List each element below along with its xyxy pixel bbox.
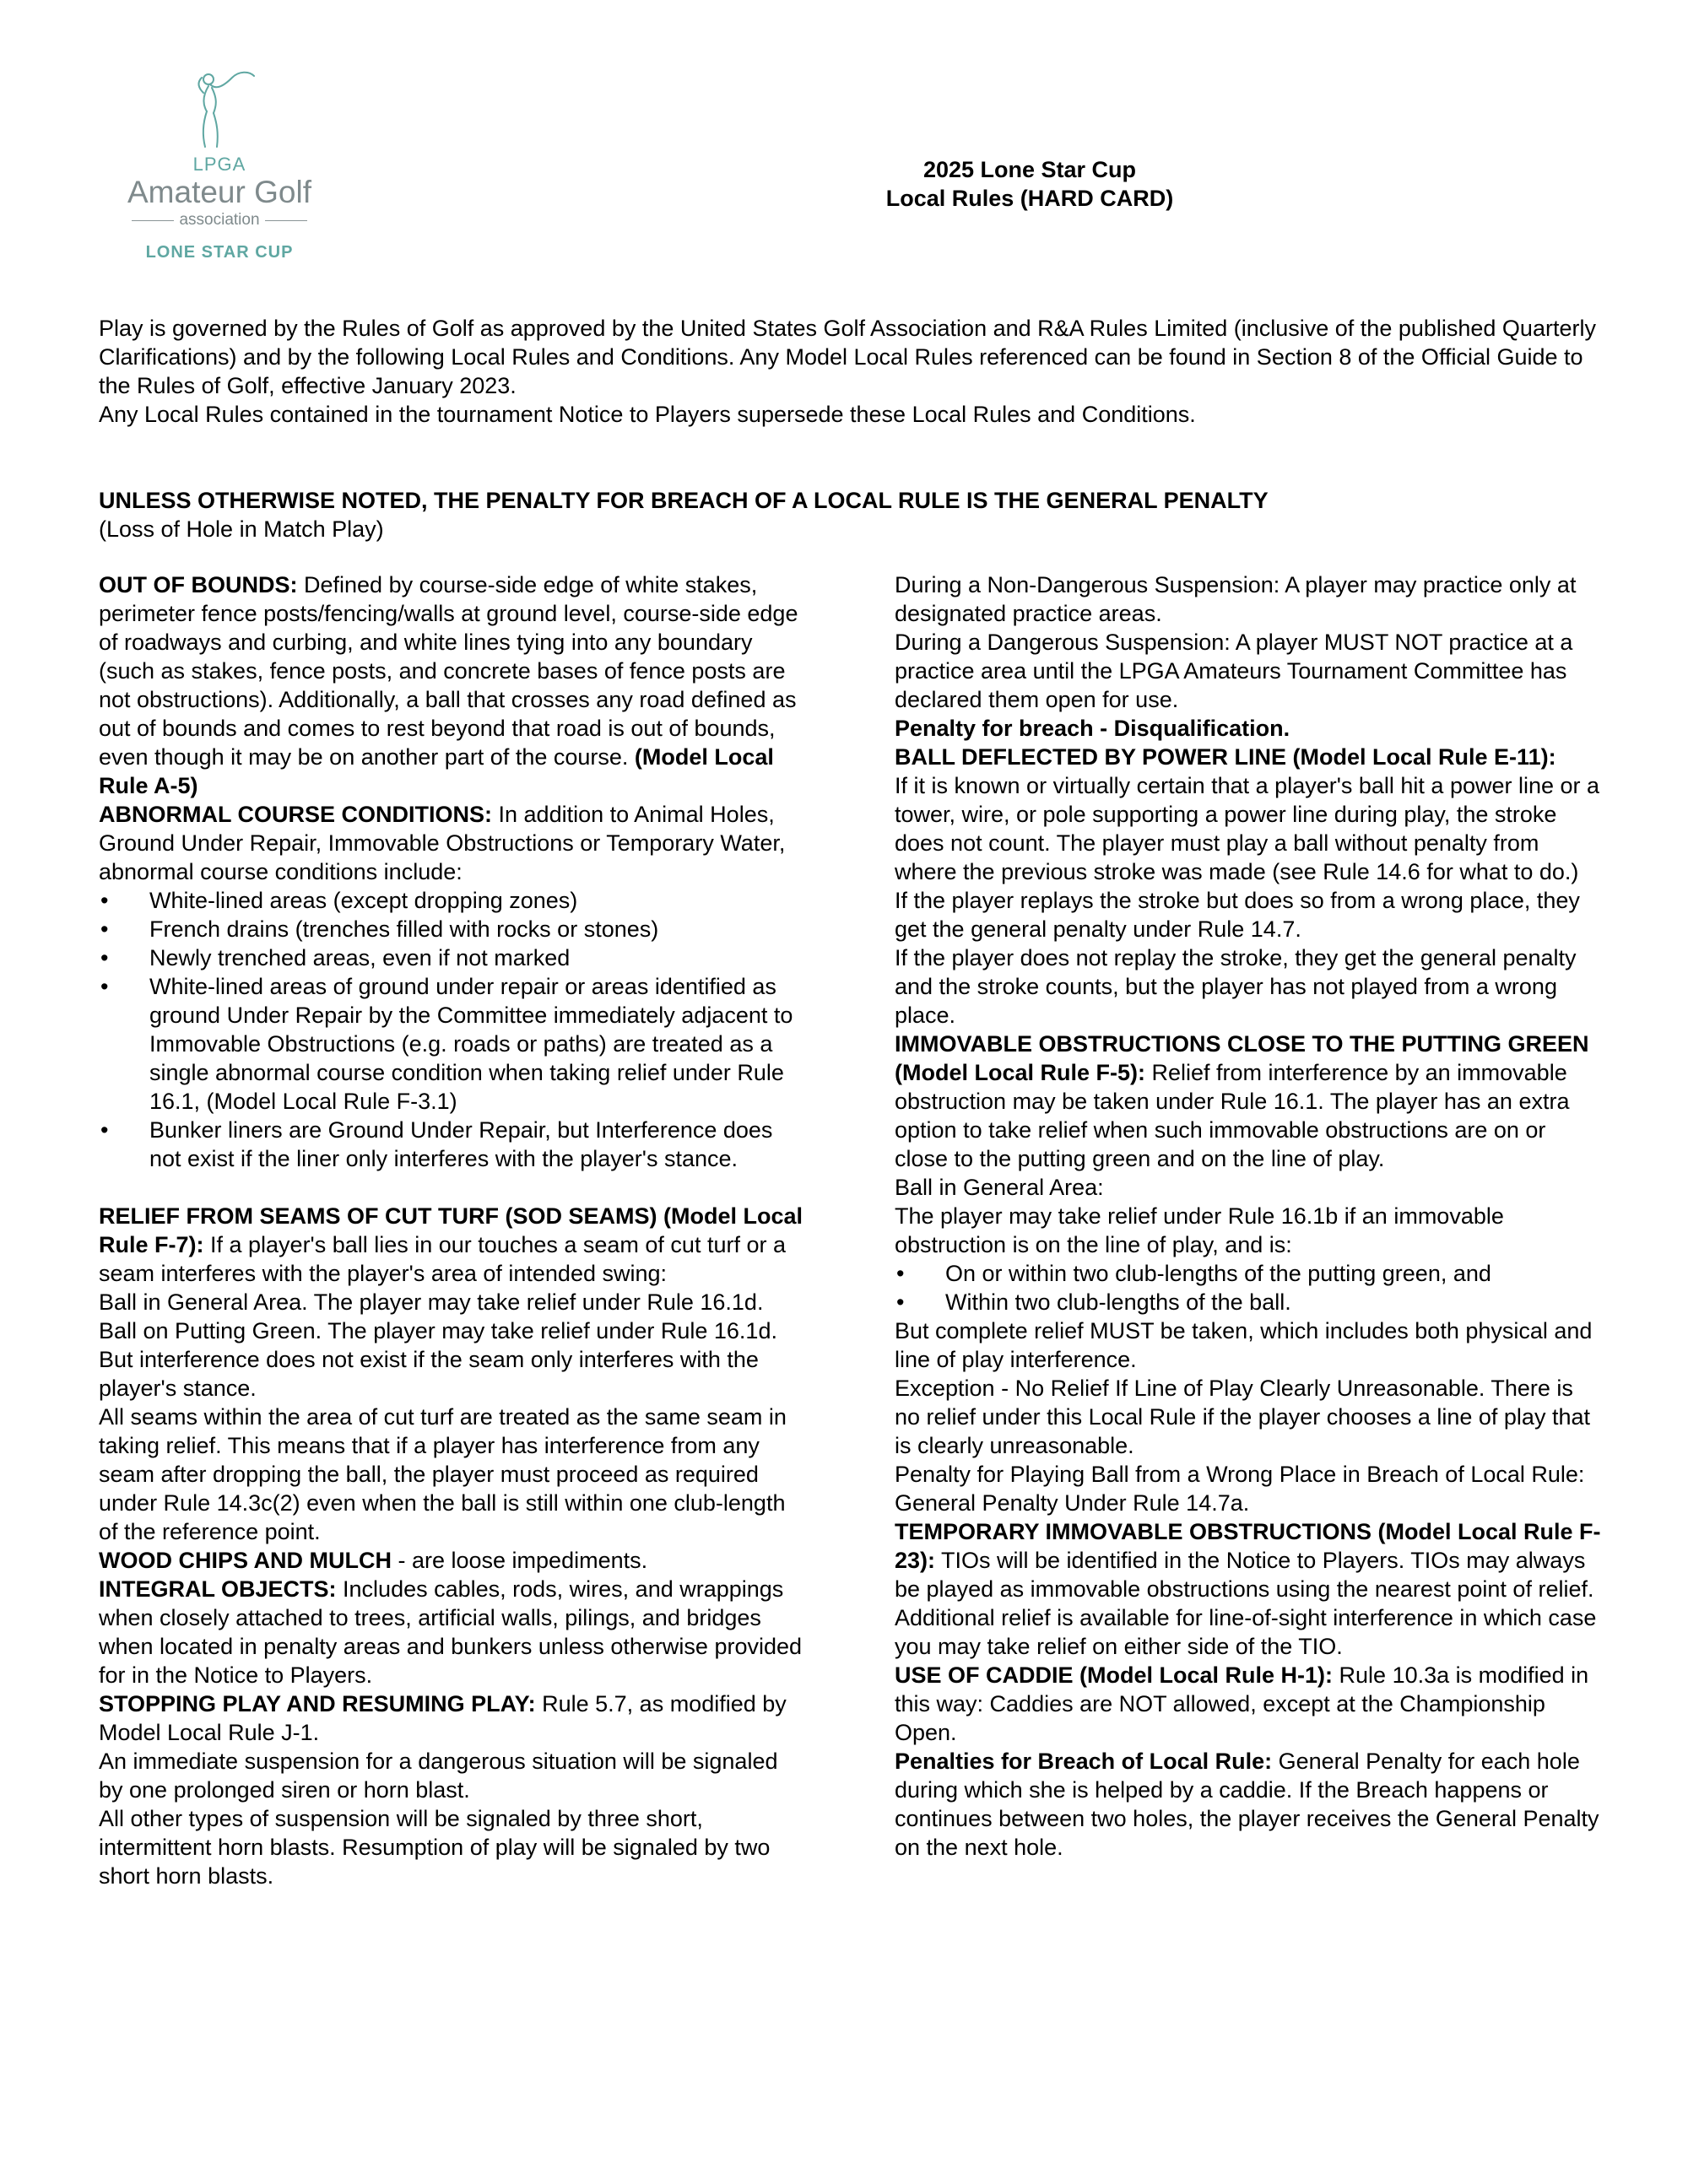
sod-seams-rule — [99, 1202, 808, 1288]
wood-chips-text: - are loose impediments. — [391, 1548, 648, 1573]
acc-label: ABNORMAL COURSE CONDITIONS: — [99, 802, 493, 827]
sod-seams-text: If a player's ball lies in our touches a seam of cut turf or a seam interferes with the player's area of intended swing: — [99, 1232, 786, 1286]
caddie-label: USE OF CADDIE (Model Local Rule H-1): — [895, 1662, 1334, 1688]
wood-chips-label: WOOD CHIPS AND MULCH — [99, 1548, 392, 1573]
stopping-play-rule — [99, 1689, 808, 1747]
penalty-heading-bold: UNLESS OTHERWISE NOTED, THE PENALTY FOR BREACH OF A LOCAL RULE IS THE GENERAL PENALTY — [99, 488, 1269, 513]
dangerous-suspension: During a Dangerous Suspension: A player MUST NOT practice at a practice area until the LPGA Amateurs Tournament Committee has declared them open for use. — [895, 630, 1573, 712]
title-line-1: 2025 Lone Star Cup — [922, 157, 1137, 182]
tio-rule — [895, 1517, 1604, 1661]
other-suspension: All other types of suspension will be signaled by three short, intermittent horn blasts. Resumption of play will be signaled by two short horn blasts. — [99, 1806, 771, 1889]
immovable-obstructions-text: Relief from interference by an immovable obstruction may be taken under Rule 16.1. The player has an extra option to take relief when such immovable obstructions are on or close to the putting green and on the line of play. — [895, 1060, 1570, 1171]
acc-bullet-list — [99, 886, 808, 1173]
imm-penalty: Penalty for Playing Ball from a Wrong Place in Breach of Local Rule: General Penalty Under Rule 14.7a. — [895, 1462, 1585, 1516]
lpga-logo — [110, 68, 329, 270]
intro — [99, 314, 1597, 429]
caddie-text: Rule 10.3a is modified in this way: Caddies are NOT allowed, except at the Championship Open. — [895, 1662, 1589, 1745]
tio-text: TIOs will be identified in the Notice to Players. TIOs may always be played as immovable obstructions using the nearest point of relief. Additional relief is available for line-of-sight interference in which case you may take relief on either side of the TIO. — [895, 1548, 1597, 1659]
caddie-rule — [895, 1661, 1604, 1747]
imm-complete-relief: But complete relief MUST be taken, which includes both physical and line of play interference. — [895, 1318, 1593, 1372]
disqualification-penalty: Penalty for breach - Disqualification. — [895, 716, 1290, 741]
intro-paragraph-1: Play is governed by the Rules of Golf as approved by the United States Golf Association and R&A Rules Limited (inclusive of the published Quarterly Clarifications) and by the following Local Rules and Conditions. Any Model Local Rules referenced can be found in Section 8 of the Official Guide to the Rules of Golf, effective January 2023. — [99, 316, 1596, 398]
list-item: • Bunker liners are Ground Under Repair, but Interference does not exist if the liner only interferes with the player's stance. — [99, 1116, 808, 1173]
abnormal-course-conditions-rule — [99, 800, 808, 886]
logo-association-text: association — [179, 211, 260, 229]
out-of-bounds-ref: (Model Local Rule A-5) — [99, 744, 774, 798]
list-item: • Within two club-lengths of the ball. — [895, 1288, 1604, 1316]
wood-chips-rule — [99, 1546, 808, 1575]
imm-exception: Exception - No Relief If Line of Play Clearly Unreasonable. There is no relief under this Local Rule if the player chooses a line of play that is clearly unreasonable. — [895, 1376, 1590, 1458]
golfer-icon — [173, 68, 266, 152]
caddie-penalty-label: Penalties for Breach of Local Rule: — [895, 1749, 1273, 1774]
list-item: • French drains (trenches filled with rocks or stones) — [99, 915, 808, 943]
sod-general-area: Ball in General Area. The player may take relief under Rule 16.1d. — [99, 1289, 764, 1315]
title-line-2: Local Rules (HARD CARD) — [885, 186, 1174, 211]
page-title — [760, 155, 1300, 213]
list-item: • On or within two club-lengths of the putting green, and — [895, 1259, 1604, 1288]
tio-label: TEMPORARY IMMOVABLE OBSTRUCTIONS (Model Local Rule F-23): — [895, 1519, 1601, 1573]
acc-text: In addition to Animal Holes, Ground Under Repair, Immovable Obstructions or Temporary Water, abnormal course conditions include: — [99, 802, 786, 884]
immovable-obstructions-label: IMMOVABLE OBSTRUCTIONS CLOSE TO THE PUTTING GREEN (Model Local Rule F-5): — [895, 1031, 1589, 1085]
power-line-text: If it is known or virtually certain that a player's ball hit a power line or a tower, wire, or pole supporting a power line during play, the stroke does not count. The player must play a ball without penalty from where the previous stroke was made (see Rule 14.6 for what to do.) — [895, 773, 1600, 884]
right-column — [895, 570, 1604, 1862]
power-line-no-replay: If the player does not replay the stroke, they get the general penalty and the stroke counts, but the player has not played from a wrong place. — [895, 945, 1577, 1028]
out-of-bounds-text: Defined by course-side edge of white stakes, perimeter fence posts/fencing/walls at ground level, course-side edge of roadways and curbing, and white lines tying into any boundary (such as stakes, fence posts, and concrete bases of fence posts are not obstructions). Additionally, a ball that crosses any road defined as out of bounds and comes to rest beyond that road is out of bounds, even though it may be on another part of the course. — [99, 572, 798, 770]
logo-lone-star-cup: LONE STAR CUP — [145, 243, 294, 262]
integral-objects-label: INTEGRAL OBJECTS: — [99, 1576, 337, 1602]
out-of-bounds-rule — [99, 570, 808, 800]
list-item: • White-lined areas of ground under repair or areas identified as ground Under Repair by the Committee immediately adjacent to Immovable Obstructions (e.g. roads or paths) are treated as a single abnormal course condition when taking relief under Rule 16.1, (Model Local Rule F-3.1) — [99, 972, 808, 1116]
immovable-obstructions-rule — [895, 1030, 1604, 1173]
power-line-label: BALL DEFLECTED BY POWER LINE (Model Local Rule E-11): — [895, 744, 1556, 770]
stopping-play-text: Rule 5.7, as modified by Model Local Rule J-1. — [99, 1691, 787, 1745]
out-of-bounds-label: OUT OF BOUNDS: — [99, 572, 298, 597]
caddie-penalty — [895, 1747, 1604, 1862]
list-item: • Newly trenched areas, even if not marked — [99, 943, 808, 972]
integral-objects-text: Includes cables, rods, wires, and wrappings when closely attached to trees, artificial walls, pilings, and bridges when located in penalty areas and bunkers unless otherwise provided for in the Notice to Players. — [99, 1576, 803, 1688]
sod-seams-label: RELIEF FROM SEAMS OF CUT TURF (SOD SEAMS) (Model Local Rule F-7): — [99, 1203, 803, 1257]
sod-putting-green: Ball on Putting Green. The player may take relief under Rule 16.1d. — [99, 1318, 777, 1343]
penalty-heading-sub: (Loss of Hole in Match Play) — [99, 516, 384, 542]
non-dangerous-suspension: During a Non-Dangerous Suspension: A player may practice only at designated practice areas. — [895, 572, 1577, 626]
left-column — [99, 570, 808, 1890]
integral-objects-rule — [99, 1575, 808, 1689]
sod-all-seams: All seams within the area of cut turf are treated as the same seam in taking relief. This means that if a player has interference from any seam after dropping the ball, the player must proceed as required under Rule 14.3c(2) even when the ball is still within one club-length of the reference point. — [99, 1404, 787, 1544]
imm-bullet-list — [895, 1259, 1604, 1316]
stopping-play-label: STOPPING PLAY AND RESUMING PLAY: — [99, 1691, 536, 1716]
sod-stance: But interference does not exist if the seam only interferes with the player's stance. — [99, 1347, 759, 1401]
logo-amateur-golf: Amateur Golf — [127, 175, 311, 209]
immediate-suspension: An immediate suspension for a dangerous situation will be signaled by one prolonged siren or horn blast. — [99, 1749, 778, 1803]
list-item: • White-lined areas (except dropping zones) — [99, 886, 808, 915]
imm-general-area: Ball in General Area: — [895, 1175, 1104, 1200]
caddie-penalty-text: General Penalty for each hole during which she is helped by a caddie. If the Breach happens or continues between two holes, the player receives the General Penalty on the next hole. — [895, 1749, 1599, 1860]
imm-may-take-relief: The player may take relief under Rule 16.1b if an immovable obstruction is on the line of play, and is: — [895, 1203, 1504, 1257]
penalty-heading — [99, 486, 1597, 543]
logo-lpga: LPGA — [192, 154, 246, 175]
intro-paragraph-2: Any Local Rules contained in the tournament Notice to Players supersede these Local Rules and Conditions. — [99, 402, 1196, 427]
logo-association — [110, 211, 329, 230]
power-line-replay: If the player replays the stroke but does so from a wrong place, they get the general penalty under Rule 14.7. — [895, 888, 1580, 942]
